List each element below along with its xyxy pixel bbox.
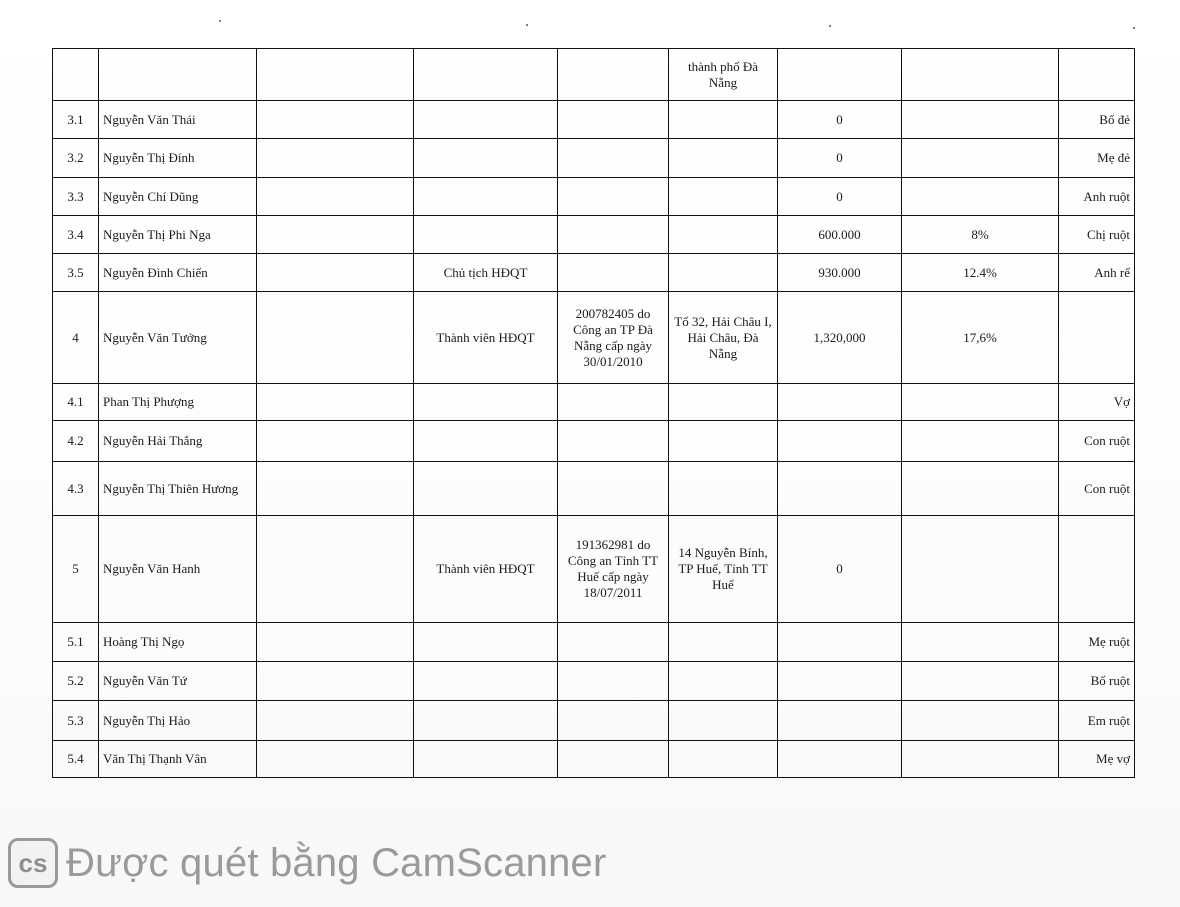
relationship-cell: [1059, 292, 1135, 384]
row-number: 5.1: [53, 623, 99, 662]
ownership-ratio-cell: [902, 623, 1059, 662]
table-row: [53, 216, 1135, 254]
position-cell: [414, 384, 558, 421]
row-number: 4: [53, 292, 99, 384]
address-cell: [669, 701, 778, 741]
relationship-cell: Mẹ ruột: [1059, 623, 1135, 662]
blank-cell: [257, 384, 414, 421]
ownership-ratio-cell: 12.4%: [902, 254, 1059, 292]
position-cell: Chủ tịch HĐQT: [414, 254, 558, 292]
blank-cell: [257, 701, 414, 741]
table-row: [53, 139, 1135, 178]
relationship-cell: Bố đẻ: [1059, 101, 1135, 139]
id-document-cell: 191362981 do Công an Tỉnh TT Huế cấp ngày 18/07/2011: [558, 516, 669, 623]
relationship-cell: Chị ruột: [1059, 216, 1135, 254]
ownership-ratio-cell: [902, 662, 1059, 701]
blank-cell: [257, 254, 414, 292]
id-document-cell: [558, 384, 669, 421]
row-number: 3.5: [53, 254, 99, 292]
relationship-cell: Em ruột: [1059, 701, 1135, 741]
watermark-text: Được quét bằng CamScanner: [66, 840, 607, 885]
table-row: [53, 623, 1135, 662]
relationship-cell: Bố ruột: [1059, 662, 1135, 701]
address-cell: [669, 462, 778, 516]
scan-speck: [526, 24, 528, 26]
row-number: 3.3: [53, 178, 99, 216]
shares-cell: 930.000: [778, 254, 902, 292]
id-document-cell: [558, 254, 669, 292]
scan-speck: [829, 25, 831, 27]
shares-cell: [778, 623, 902, 662]
blank-cell: [257, 216, 414, 254]
table-row: [53, 516, 1135, 623]
row-number: 3.1: [53, 101, 99, 139]
ownership-ratio-cell: [902, 49, 1059, 101]
person-name: [99, 49, 257, 101]
table-row: [53, 421, 1135, 462]
shares-cell: [778, 421, 902, 462]
shares-cell: [778, 384, 902, 421]
person-name: Nguyễn Thị Hảo: [99, 701, 257, 741]
ownership-ratio-cell: [902, 516, 1059, 623]
shares-cell: 0: [778, 139, 902, 178]
id-document-cell: [558, 623, 669, 662]
relationship-cell: [1059, 49, 1135, 101]
id-document-cell: [558, 178, 669, 216]
ownership-ratio-cell: [902, 741, 1059, 778]
relationship-cell: Con ruột: [1059, 462, 1135, 516]
blank-cell: [257, 516, 414, 623]
person-name: Nguyễn Văn Tưởng: [99, 292, 257, 384]
shares-cell: 0: [778, 101, 902, 139]
table-row: [53, 741, 1135, 778]
address-cell: [669, 101, 778, 139]
relationship-cell: Mẹ đẻ: [1059, 139, 1135, 178]
position-cell: [414, 462, 558, 516]
id-document-cell: [558, 49, 669, 101]
person-name: Nguyễn Chí Dũng: [99, 178, 257, 216]
camscanner-watermark: [8, 838, 607, 888]
id-document-cell: [558, 139, 669, 178]
address-cell: [669, 216, 778, 254]
relationship-cell: Vợ: [1059, 384, 1135, 421]
scan-speck: [219, 20, 221, 22]
person-name: Nguyễn Thị Đính: [99, 139, 257, 178]
table-row: [53, 178, 1135, 216]
person-name: Nguyễn Thị Thiên Hương: [99, 462, 257, 516]
address-cell: [669, 178, 778, 216]
shares-cell: [778, 49, 902, 101]
table-row: [53, 101, 1135, 139]
row-number: 3.2: [53, 139, 99, 178]
person-name: Phan Thị Phượng: [99, 384, 257, 421]
position-cell: [414, 178, 558, 216]
position-cell: [414, 741, 558, 778]
relationship-cell: Anh rể: [1059, 254, 1135, 292]
relationship-cell: Mẹ vợ: [1059, 741, 1135, 778]
blank-cell: [257, 421, 414, 462]
row-number: 4.1: [53, 384, 99, 421]
position-cell: [414, 662, 558, 701]
shares-cell: [778, 741, 902, 778]
person-name: Hoàng Thị Ngọ: [99, 623, 257, 662]
row-number: 5.4: [53, 741, 99, 778]
person-name: Nguyễn Đình Chiến: [99, 254, 257, 292]
row-number: 5.2: [53, 662, 99, 701]
blank-cell: [257, 49, 414, 101]
address-cell: [669, 421, 778, 462]
table-row: [53, 254, 1135, 292]
ownership-ratio-cell: [902, 139, 1059, 178]
camscanner-logo-icon: [8, 838, 58, 888]
shares-cell: [778, 462, 902, 516]
shares-cell: [778, 701, 902, 741]
blank-cell: [257, 139, 414, 178]
scan-speck: [1133, 27, 1135, 29]
ownership-ratio-cell: 8%: [902, 216, 1059, 254]
ownership-ratio-cell: [902, 178, 1059, 216]
id-document-cell: [558, 741, 669, 778]
address-cell: [669, 139, 778, 178]
blank-cell: [257, 741, 414, 778]
relationship-cell: Anh ruột: [1059, 178, 1135, 216]
id-document-cell: [558, 216, 669, 254]
address-cell: thành phố Đà Nẵng: [669, 49, 778, 101]
shares-cell: [778, 662, 902, 701]
shares-cell: 600.000: [778, 216, 902, 254]
table-row: [53, 292, 1135, 384]
position-cell: [414, 701, 558, 741]
address-cell: [669, 254, 778, 292]
position-cell: Thành viên HĐQT: [414, 292, 558, 384]
relationship-cell: [1059, 516, 1135, 623]
address-cell: [669, 623, 778, 662]
ownership-ratio-cell: [902, 421, 1059, 462]
shares-cell: 0: [778, 516, 902, 623]
blank-cell: [257, 462, 414, 516]
ownership-ratio-cell: [902, 462, 1059, 516]
blank-cell: [257, 101, 414, 139]
table-row: [53, 49, 1135, 101]
person-name: Nguyễn Thị Phi Nga: [99, 216, 257, 254]
id-document-cell: [558, 101, 669, 139]
table-row: [53, 662, 1135, 701]
row-number: 5.3: [53, 701, 99, 741]
table-row: [53, 462, 1135, 516]
logo-text: cs: [18, 847, 48, 878]
row-number: 4.3: [53, 462, 99, 516]
ownership-ratio-cell: [902, 101, 1059, 139]
id-document-cell: 200782405 do Công an TP Đà Nẵng cấp ngày 30/01/2010: [558, 292, 669, 384]
position-cell: [414, 49, 558, 101]
person-name: Văn Thị Thạnh Vân: [99, 741, 257, 778]
ownership-ratio-cell: [902, 701, 1059, 741]
table-row: [53, 701, 1135, 741]
id-document-cell: [558, 462, 669, 516]
row-number: 3.4: [53, 216, 99, 254]
id-document-cell: [558, 421, 669, 462]
address-cell: [669, 662, 778, 701]
address-cell: [669, 741, 778, 778]
address-cell: 14 Nguyễn Bính, TP Huế, Tỉnh TT Huế: [669, 516, 778, 623]
position-cell: [414, 421, 558, 462]
row-number: 5: [53, 516, 99, 623]
person-name: Nguyễn Văn Tứ: [99, 662, 257, 701]
shares-cell: 1,320,000: [778, 292, 902, 384]
ownership-ratio-cell: 17,6%: [902, 292, 1059, 384]
address-cell: Tổ 32, Hải Châu I, Hải Châu, Đà Nẵng: [669, 292, 778, 384]
relationship-cell: Con ruột: [1059, 421, 1135, 462]
ownership-ratio-cell: [902, 384, 1059, 421]
blank-cell: [257, 178, 414, 216]
position-cell: [414, 139, 558, 178]
row-number: [53, 49, 99, 101]
position-cell: [414, 216, 558, 254]
blank-cell: [257, 623, 414, 662]
position-cell: [414, 623, 558, 662]
position-cell: Thành viên HĐQT: [414, 516, 558, 623]
table-row: [53, 384, 1135, 421]
blank-cell: [257, 662, 414, 701]
person-name: Nguyễn Văn Hanh: [99, 516, 257, 623]
person-name: Nguyễn Hải Thắng: [99, 421, 257, 462]
address-cell: [669, 384, 778, 421]
person-name: Nguyễn Văn Thái: [99, 101, 257, 139]
row-number: 4.2: [53, 421, 99, 462]
id-document-cell: [558, 701, 669, 741]
shareholder-relations-table: [52, 48, 1135, 778]
shares-cell: 0: [778, 178, 902, 216]
id-document-cell: [558, 662, 669, 701]
blank-cell: [257, 292, 414, 384]
position-cell: [414, 101, 558, 139]
